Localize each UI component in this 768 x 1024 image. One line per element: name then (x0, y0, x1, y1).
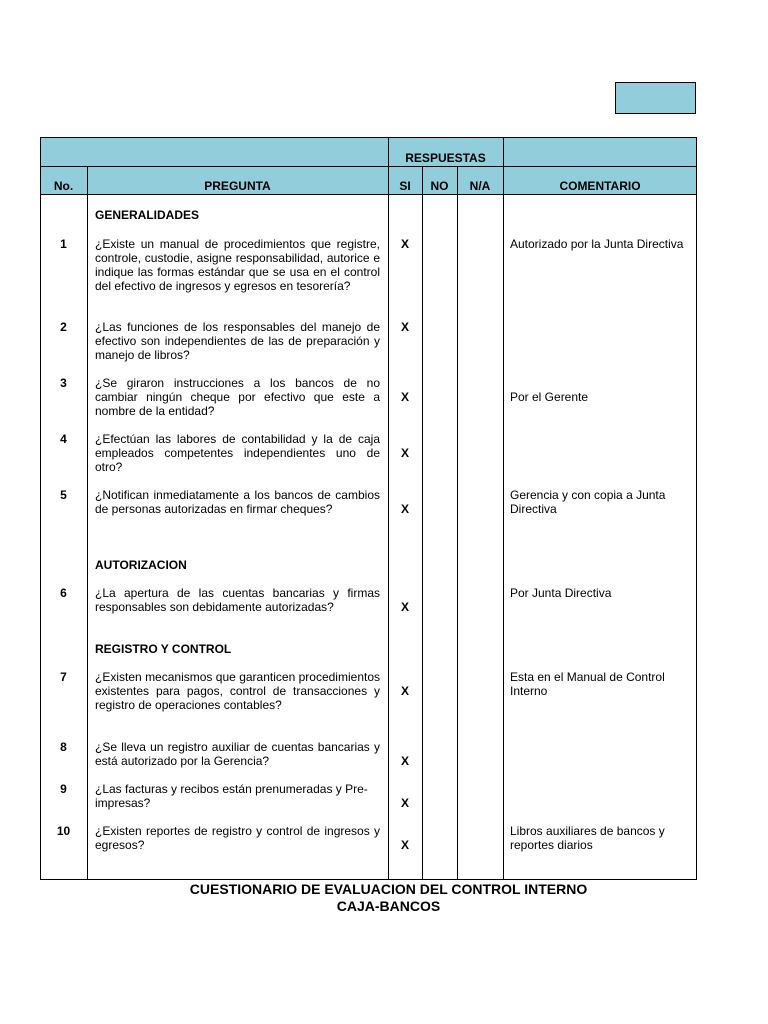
si-answer-mark: X (400, 320, 409, 334)
question-text: ¿Se giraron instrucciones a los bancos de no cambiar ningún cheque por efectivo que este a nombre de la entidad? (95, 376, 380, 418)
question-number: 6 (60, 586, 67, 600)
si-answer-mark: X (400, 754, 409, 768)
na-header: N/A (469, 179, 491, 193)
comment-text: Gerencia y con copia a Junta Directiva (510, 488, 666, 516)
question-number: 7 (60, 670, 67, 684)
question-number: 8 (60, 740, 67, 754)
comment-text: Esta en el Manual de Control Interno (510, 670, 665, 698)
comment-text: Por Junta Directiva (510, 586, 612, 600)
question-text: ¿Se lleva un registro auxiliar de cuentas bancarias y está autorizado por la Gerencia? (95, 740, 380, 768)
respuestas-header: RESPUESTAS (405, 151, 486, 165)
question-number: 4 (60, 432, 67, 446)
question-text: ¿Existen reportes de registro y control de ingresos y egresos? (95, 824, 380, 852)
si-answer-mark: X (400, 390, 409, 404)
si-answer-mark: X (400, 502, 409, 516)
section-autorizacion: AUTORIZACION (95, 558, 187, 572)
question-number: 10 (56, 824, 71, 838)
comment-text: Libros auxiliares de bancos y reportes diarios (510, 824, 665, 852)
question-text: ¿Notifican inmediatamente a los bancos de cambios de personas autorizadas en firmar cheques? (95, 488, 380, 516)
question-number: 3 (60, 376, 67, 390)
question-number: 5 (60, 488, 67, 502)
question-number: 1 (60, 237, 67, 251)
si-answer-mark: X (400, 796, 409, 810)
question-text: ¿Existen mecanismos que garanticen procedimientos existentes para pagos, control de transacciones y registro de operaciones contables? (95, 670, 380, 712)
question-text: ¿Efectúan las labores de contabilidad y la de caja empleados competentes independientes uno de otro? (95, 432, 380, 474)
question-text: ¿Las funciones de los responsables del manejo de efectivo son independientes de las de preparación y manejo de libros? (95, 320, 380, 362)
question-text: ¿Las facturas y recibos están prenumeradas y Pre-impresas? (95, 782, 368, 810)
si-answer-mark: X (400, 237, 409, 251)
document-title: CUESTIONARIO DE EVALUACION DEL CONTROL INTERNO (189, 881, 588, 897)
question-text: ¿La apertura de las cuentas bancarias y firmas responsables son debidamente autorizadas? (95, 586, 380, 614)
si-answer-mark: X (400, 600, 409, 614)
question-text: ¿Existe un manual de procedimientos que registre, controle, custodie, asigne responsabilidad, autorice e indique las formas estándar que se usa en el control del efectivo de ingresos y egresos en tesorería? (95, 237, 380, 293)
si-answer-mark: X (400, 446, 409, 460)
section-generalidades: GENERALIDADES (95, 208, 200, 222)
no-header: No. (53, 179, 74, 193)
comment-text: Por el Gerente (510, 390, 589, 404)
si-answer-mark: X (400, 684, 409, 698)
question-number: 2 (60, 320, 67, 334)
document-subtitle: CAJA-BANCOS (336, 898, 441, 914)
comment-text: Autorizado por la Junta Directiva (510, 237, 684, 251)
pregunta-header: PREGUNTA (204, 179, 271, 193)
comentario-header: COMENTARIO (559, 179, 641, 193)
no-answer-header: NO (430, 179, 449, 193)
section-registro-control: REGISTRO Y CONTROL (95, 642, 232, 656)
si-header: SI (399, 179, 411, 193)
question-number: 9 (60, 782, 67, 796)
si-answer-mark: X (400, 838, 409, 852)
